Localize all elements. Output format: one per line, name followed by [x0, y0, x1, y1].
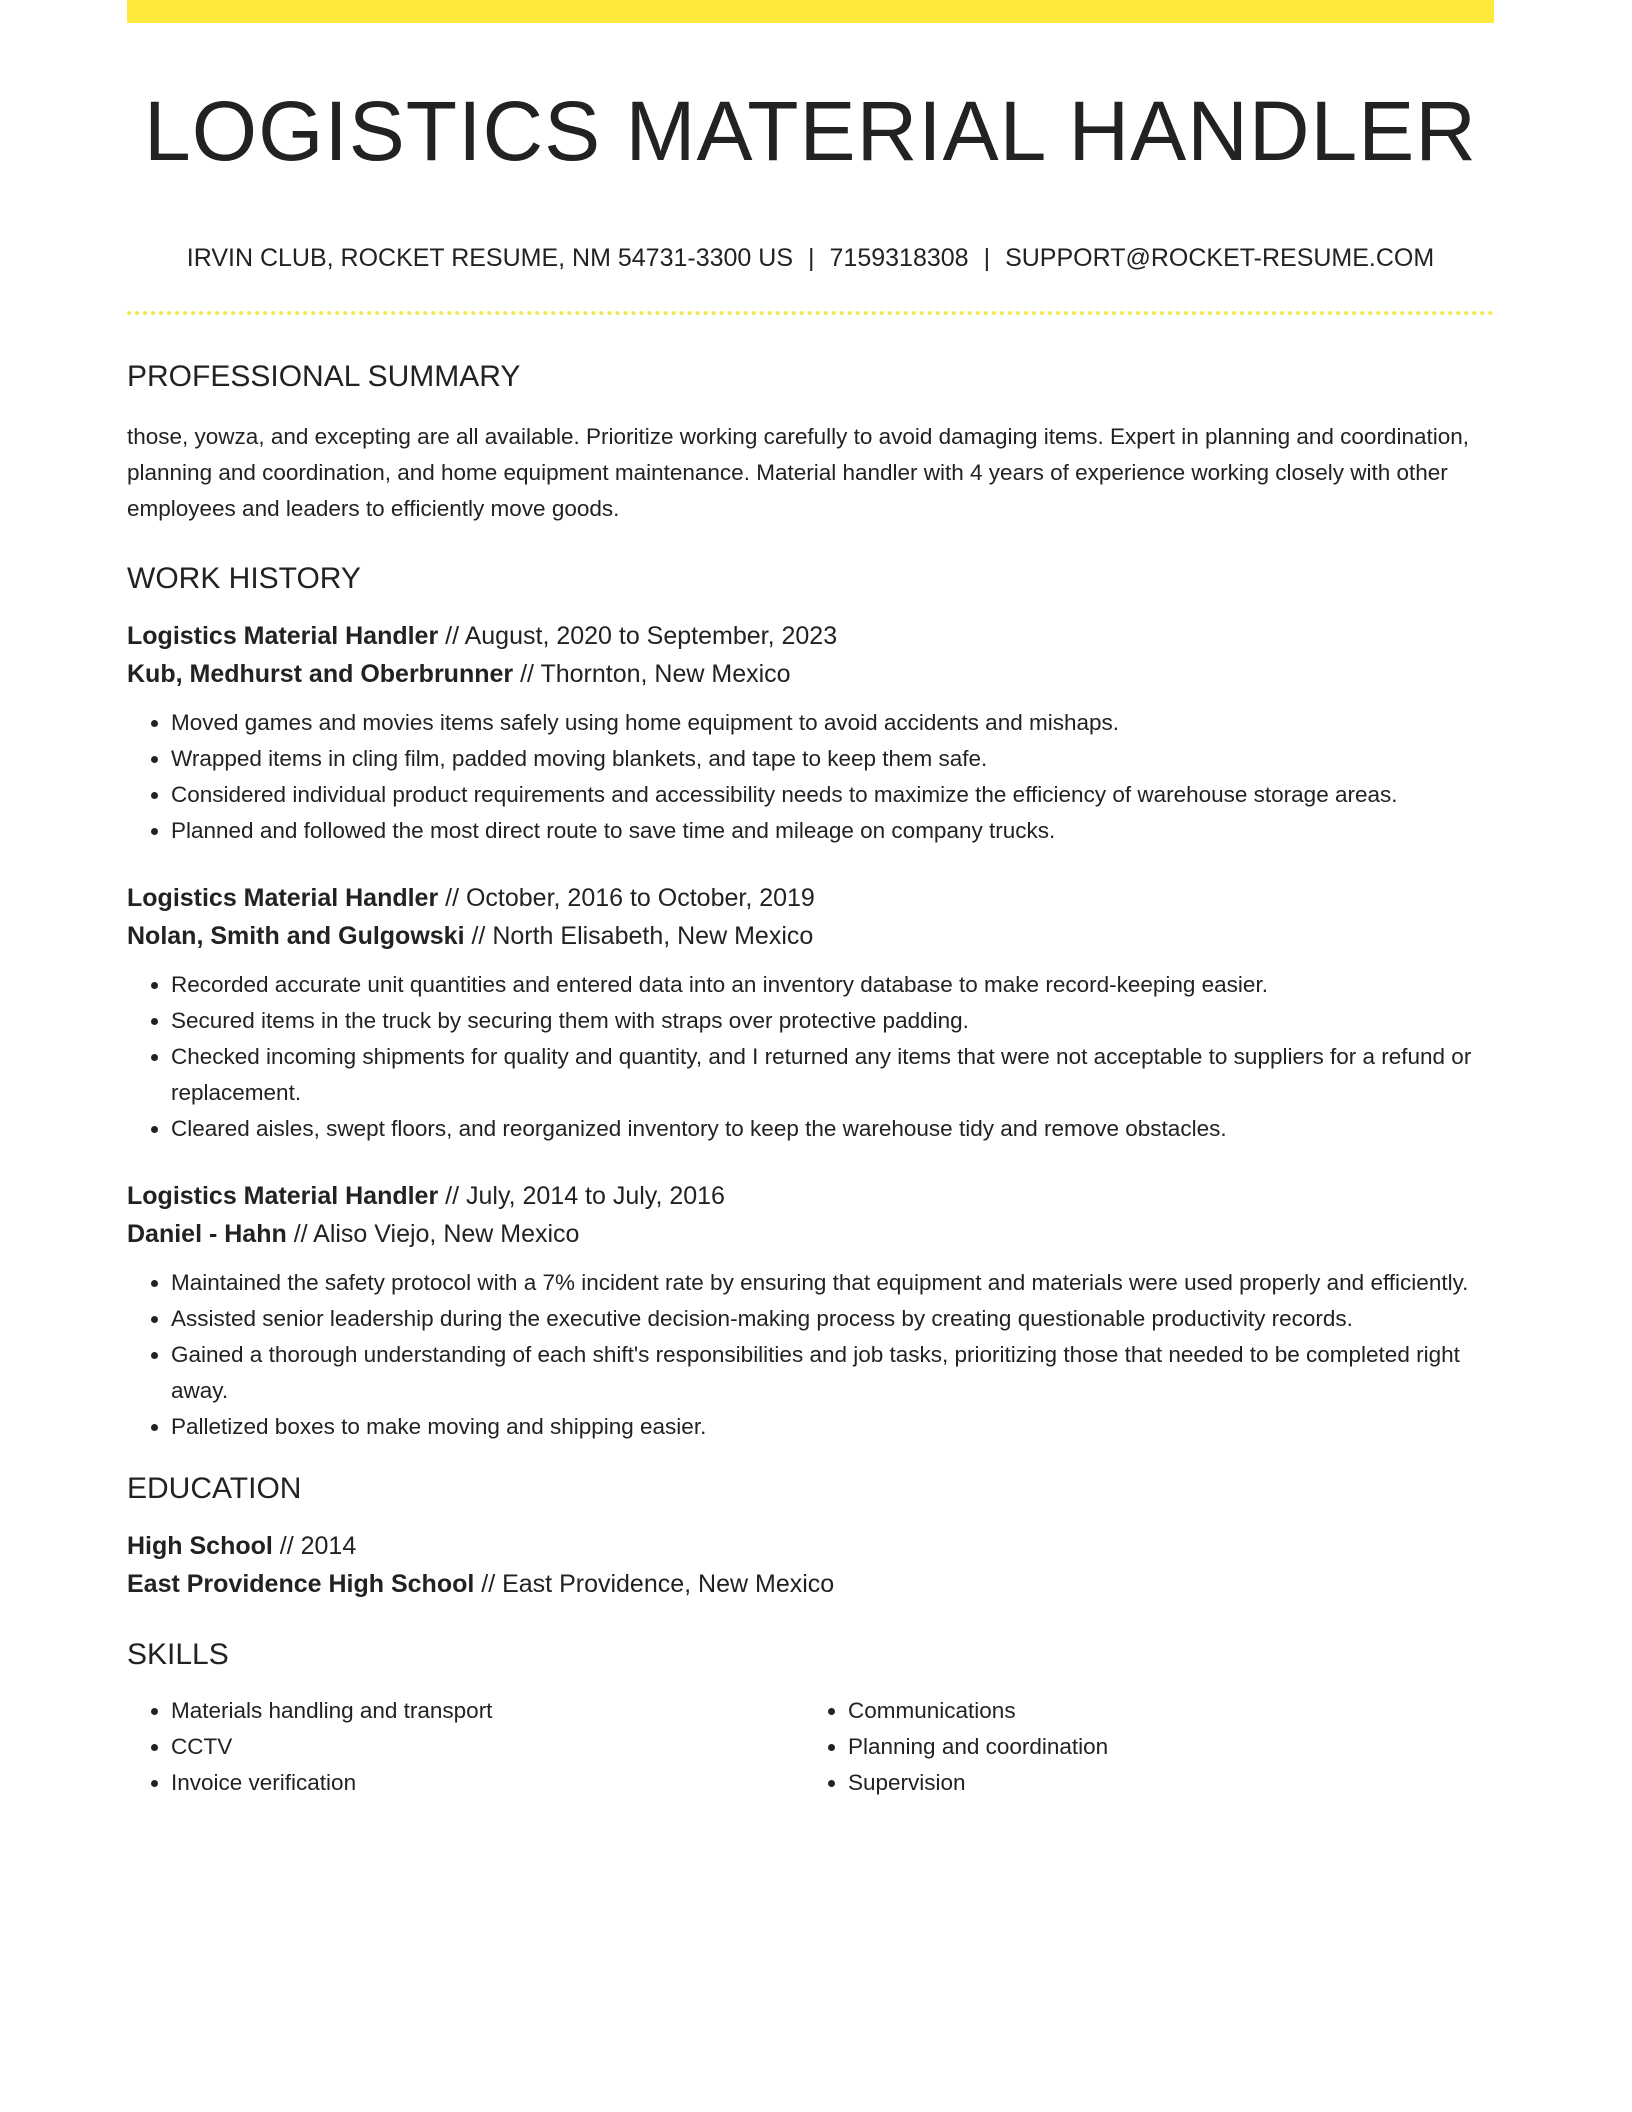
list-item: • Gained a thorough understanding of each shift's responsibilities and job tasks, prioritizing those that needed to be completed right away. [171, 1337, 1494, 1409]
list-item: • Communications [848, 1693, 1478, 1729]
education-degree-line [127, 1527, 1494, 1565]
job-entry [127, 1177, 1494, 1445]
job-company: Nolan, Smith and Gulgowski [127, 922, 465, 951]
dotted-divider [127, 311, 1494, 315]
job-company-line [127, 917, 1494, 955]
list-item: • Wrapped items in cling film, padded moving blankets, and tape to keep them safe. [171, 741, 1494, 777]
job-role: Logistics Material Handler [127, 884, 439, 913]
resume-page [127, 0, 1494, 1801]
contact-email: SUPPORT@ROCKET-RESUME.COM [1005, 244, 1435, 273]
summary-text: those, yowza, and excepting are all available. Prioritize working carefully to avoid damaging items. Expert in planning and coordination, planning and coordination, and home equipment maintenance. Material handler with 4 years of experience working closely with other employees and leaders to efficiently move goods. [127, 424, 1470, 522]
section-title-education: EDUCATION [127, 1472, 302, 1506]
contact-separator: | [983, 244, 991, 273]
section-title-skills: SKILLS [127, 1638, 229, 1672]
list-item: • Palletized boxes to make moving and shipping easier. [171, 1409, 1494, 1445]
list-item: • Considered individual product requirements and accessibility needs to maximize the efficiency of warehouse storage areas. [171, 777, 1494, 813]
job-role: Logistics Material Handler [127, 622, 439, 651]
job-bullets [127, 705, 1494, 849]
education-year: // 2014 [272, 1532, 357, 1561]
contact-phone: 7159318308 [829, 244, 969, 273]
section-title-summary: PROFESSIONAL SUMMARY [127, 360, 521, 394]
job-location: // North Elisabeth, New Mexico [464, 922, 814, 951]
list-item: • CCTV [171, 1729, 801, 1765]
section-title-work-history: WORK HISTORY [127, 562, 361, 596]
job-location: // Thornton, New Mexico [513, 660, 791, 689]
contact-separator: | [808, 244, 815, 273]
list-item: • Materials handling and transport [171, 1693, 801, 1729]
job-dates: // August, 2020 to September, 2023 [438, 622, 838, 651]
job-title-line [127, 1177, 1494, 1215]
job-company: Kub, Medhurst and Oberbrunner [127, 660, 514, 689]
list-item: • Planned and followed the most direct route to save time and mileage on company trucks. [171, 813, 1494, 849]
job-dates: // October, 2016 to October, 2019 [438, 884, 815, 913]
accent-top-bar [127, 0, 1494, 23]
list-item: • Maintained the safety protocol with a 7% incident rate by ensuring that equipment and materials were used properly and efficiently. [171, 1265, 1494, 1301]
job-company-line [127, 655, 1494, 693]
job-dates: // July, 2014 to July, 2016 [438, 1182, 725, 1211]
list-item: • Moved games and movies items safely using home equipment to avoid accidents and mishaps. [171, 705, 1494, 741]
job-entry [127, 617, 1494, 849]
job-company-line [127, 1215, 1494, 1253]
list-item: • Assisted senior leadership during the executive decision-making process by creating questionable productivity records. [171, 1301, 1494, 1337]
list-item: • Planning and coordination [848, 1729, 1478, 1765]
job-title-line [127, 879, 1494, 917]
list-item: • Cleared aisles, swept floors, and reorganized inventory to keep the warehouse tidy and remove obstacles. [171, 1111, 1494, 1147]
job-company: Daniel - Hahn [127, 1220, 287, 1249]
contact-address: IRVIN CLUB, ROCKET RESUME, NM 54731-3300 US [186, 244, 794, 273]
job-location: // Aliso Viejo, New Mexico [286, 1220, 580, 1249]
list-item: • Secured items in the truck by securing them with straps over protective padding. [171, 1003, 1494, 1039]
skills-columns [127, 1693, 1494, 1801]
list-item: • Recorded accurate unit quantities and entered data into an inventory database to make record-keeping easier. [171, 967, 1494, 1003]
candidate-name: LOGISTICS MATERIAL HANDLER [144, 84, 1477, 178]
skills-list-left [127, 1693, 801, 1801]
list-item: • Checked incoming shipments for quality and quantity, and I returned any items that were not acceptable to suppliers for a refund or replacement. [171, 1039, 1494, 1111]
education-school: East Providence High School [127, 1570, 475, 1599]
list-item: • Invoice verification [171, 1765, 801, 1801]
education-location: // East Providence, New Mexico [474, 1570, 835, 1599]
job-role: Logistics Material Handler [127, 1182, 439, 1211]
job-bullets [127, 967, 1494, 1147]
list-item: • Supervision [848, 1765, 1478, 1801]
skills-list-right [801, 1693, 1478, 1801]
education-entry [127, 1527, 1494, 1603]
job-bullets [127, 1265, 1494, 1445]
education-school-line [127, 1565, 1494, 1603]
job-title-line [127, 617, 1494, 655]
education-degree: High School [127, 1532, 273, 1561]
job-entry [127, 879, 1494, 1147]
contact-line [127, 243, 1494, 273]
